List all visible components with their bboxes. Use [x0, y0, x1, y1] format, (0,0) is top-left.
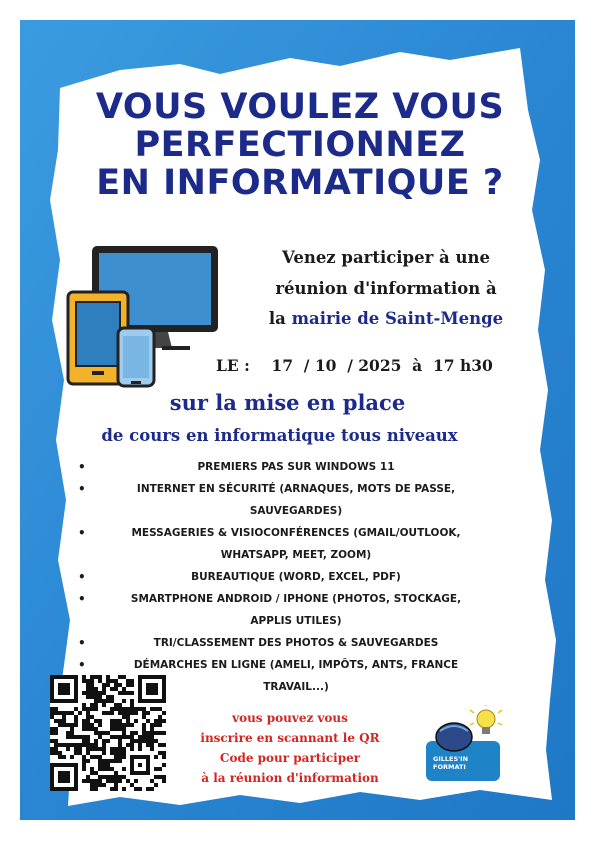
- invite-line-3: [236, 303, 536, 334]
- meeting-place: mairie de Saint-Menge: [291, 309, 504, 328]
- topic-item: • SMARTPHONE ANDROID / IPHONE (PHOTOS, STOCKAGE, APPLIS UTILES): [78, 588, 478, 632]
- invite-line-2: réunion d'information à: [275, 279, 497, 298]
- invite-line-1: Venez participer à une: [282, 248, 490, 267]
- qr-code[interactable]: [50, 675, 166, 791]
- invite-prefix: la: [268, 309, 292, 328]
- subheading-setup: sur la mise en place: [169, 390, 406, 415]
- register-line: Code pour participer: [219, 751, 361, 765]
- topic-item: • DÉMARCHES EN LIGNE (AMELI, IMPÔTS, ANTS, FRANCE TRAVAIL...): [78, 654, 478, 698]
- topic-item: • INTERNET EN SÉCURITÉ (ARNAQUES, MOTS DE PASSE, SAUVEGARDES): [78, 478, 478, 522]
- logo-line-2: FORMATI: [433, 762, 466, 771]
- smartphone-icon: [118, 328, 154, 386]
- topic-item: • PREMIERS PAS SUR WINDOWS 11: [78, 456, 478, 478]
- registration-instructions: [180, 708, 400, 788]
- title-line-2: PERFECTIONNEZ: [134, 125, 466, 165]
- register-line: vous pouvez vous: [232, 711, 348, 725]
- title-line-3: EN INFORMATIQUE ?: [96, 163, 504, 203]
- topics-list: [78, 456, 478, 698]
- title-line-1: VOUS VOULEZ VOUS: [95, 87, 505, 127]
- topic-item: • BUREAUTIQUE (WORD, EXCEL, PDF): [78, 566, 478, 588]
- register-line: à la réunion d'information: [201, 771, 379, 785]
- topic-item: • MESSAGERIES & VISIOCONFÉRENCES (GMAIL/OUTLOOK, WHATSAPP, MEET, ZOOM): [78, 522, 478, 566]
- gillesin-formati-logo: [420, 705, 520, 785]
- logo-text: [433, 756, 493, 771]
- register-line: inscrire en scannant le QR: [200, 731, 380, 745]
- date-time: LE : 17 / 10 / 2025 à 17 h30: [216, 356, 493, 375]
- devices-illustration: [64, 244, 224, 388]
- topic-item: • TRI/CLASSEMENT DES PHOTOS & SAUVEGARDES: [78, 632, 478, 654]
- logo-line-1: GILLES'IN: [433, 755, 469, 763]
- subheading-courses: de cours en informatique tous niveaux: [101, 426, 458, 445]
